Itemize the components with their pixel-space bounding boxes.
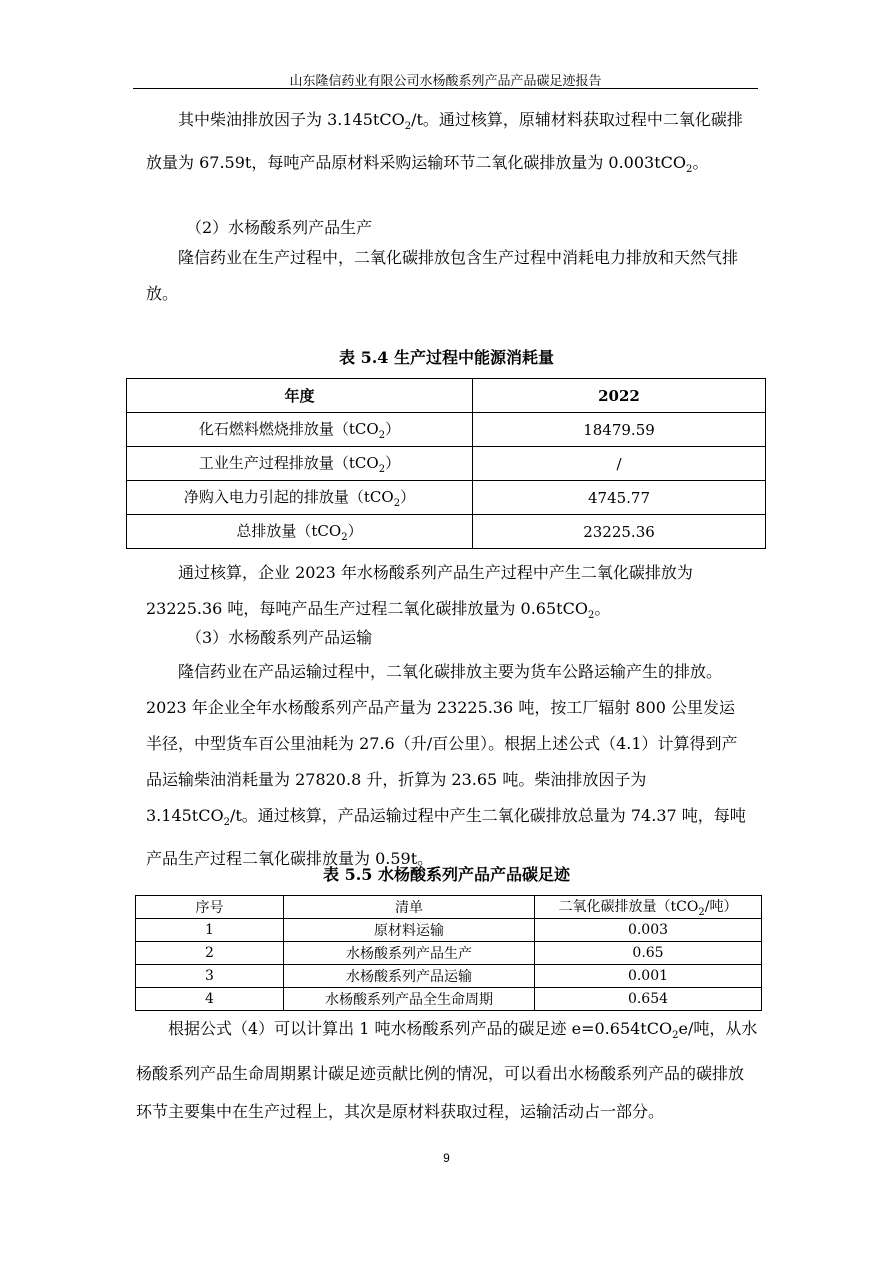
row-item: 水杨酸系列产品运输 [284, 965, 535, 988]
table-row [136, 919, 762, 942]
paragraph-diesel-factor: 其中柴油排放因子为 3.145tCO$_2$/t。通过核算，原辅材料获取过程中二氧化碳排放量为 67.59t，每吨产品原材料采购运输环节二氧化碳排放量为 0.003tCO$_2$。 [146, 110, 743, 176]
table-5-4-title: 表 5.4 生产过程中能源消耗量 [339, 348, 554, 367]
table-row [136, 965, 762, 988]
row-label: 工业生产过程排放量（tCO$_2$） [127, 447, 473, 481]
section-heading-transport: （3）水杨酸系列产品运输 [186, 628, 373, 647]
paragraph-transport: 隆信药业在产品运输过程中，二氧化碳排放主要为货车公路运输产生的排放。2023 年企业全年水杨酸系列产品产量为 23225.36 吨，按工厂辐射 800 公里发运半径，中型货车百公里油耗为 27.6（升/百公里）。根据上述公式（4.1）计算得到产品运输柴油消耗量为 27820.8 升，折算为 23.65 吨。柴油排放因子为 3.145tCO$_2$/t。通过核算，产品运输过程中产生二氧化碳排放总量为 74.37 吨，每吨产品生产过程二氧化碳排放量为 0.59t。 [146, 662, 746, 869]
row-value: 0.003 [535, 919, 762, 942]
table-5-5-title: 表 5.5 水杨酸系列产品产品碳足迹 [323, 865, 570, 884]
table-row [136, 942, 762, 965]
table-header-row [127, 379, 766, 413]
row-item: 水杨酸系列产品生产 [284, 942, 535, 965]
row-value: 0.001 [535, 965, 762, 988]
row-label: 净购入电力引起的排放量（tCO$_2$） [127, 481, 473, 515]
paragraph-production: 隆信药业在生产过程中，二氧化碳排放包含生产过程中消耗电力排放和天然气排放。 [146, 248, 739, 303]
page-header: 山东隆信药业有限公司水杨酸系列产品产品碳足迹报告 [289, 74, 602, 89]
row-value: / [473, 447, 766, 481]
row-value: 18479.59 [473, 413, 766, 447]
row-label: 总排放量（tCO$_2$） [127, 515, 473, 549]
table-row [127, 481, 766, 515]
row-value: 23225.36 [473, 515, 766, 549]
row-value: 4745.77 [473, 481, 766, 515]
table-row [136, 988, 762, 1011]
row-item: 水杨酸系列产品全生命周期 [284, 988, 535, 1011]
row-number: 4 [136, 988, 284, 1011]
table-row [127, 413, 766, 447]
column-header-item: 清单 [284, 896, 535, 919]
paragraph-conclusion: 根据公式（4）可以计算出 1 吨水杨酸系列产品的碳足迹 e=0.654tCO$_2$e/吨，从水杨酸系列产品生命周期累计碳足迹贡献比例的情况，可以看出水杨酸系列产品的碳排放环节主要集中在生产过程上，其次是原材料获取过程，运输活动占一部分。 [136, 1019, 758, 1122]
header-rule [133, 88, 758, 89]
column-header-no: 序号 [136, 896, 284, 919]
row-number: 2 [136, 942, 284, 965]
table-header-row [136, 896, 762, 919]
column-header-2022: 2022 [473, 379, 766, 413]
row-number: 1 [136, 919, 284, 942]
table-row [127, 447, 766, 481]
column-header-emission: 二氧化碳排放量（tCO$_2$/吨） [535, 896, 762, 919]
row-label: 化石燃料燃烧排放量（tCO$_2$） [127, 413, 473, 447]
energy-consumption-table [126, 378, 766, 549]
section-heading-production: （2）水杨酸系列产品生产 [186, 218, 373, 237]
row-value: 0.65 [535, 942, 762, 965]
paragraph-production-result: 通过核算，企业 2023 年水杨酸系列产品生产过程中产生二氧化碳排放为 23225.36 吨，每吨产品生产过程二氧化碳排放量为 0.65tCO$_2$。 [146, 563, 693, 622]
table-row [127, 515, 766, 549]
row-value: 0.654 [535, 988, 762, 1011]
column-header-year: 年度 [127, 379, 473, 413]
page-number: 9 [443, 1151, 450, 1165]
row-number: 3 [136, 965, 284, 988]
row-item: 原材料运输 [284, 919, 535, 942]
carbon-footprint-table [135, 895, 762, 1011]
